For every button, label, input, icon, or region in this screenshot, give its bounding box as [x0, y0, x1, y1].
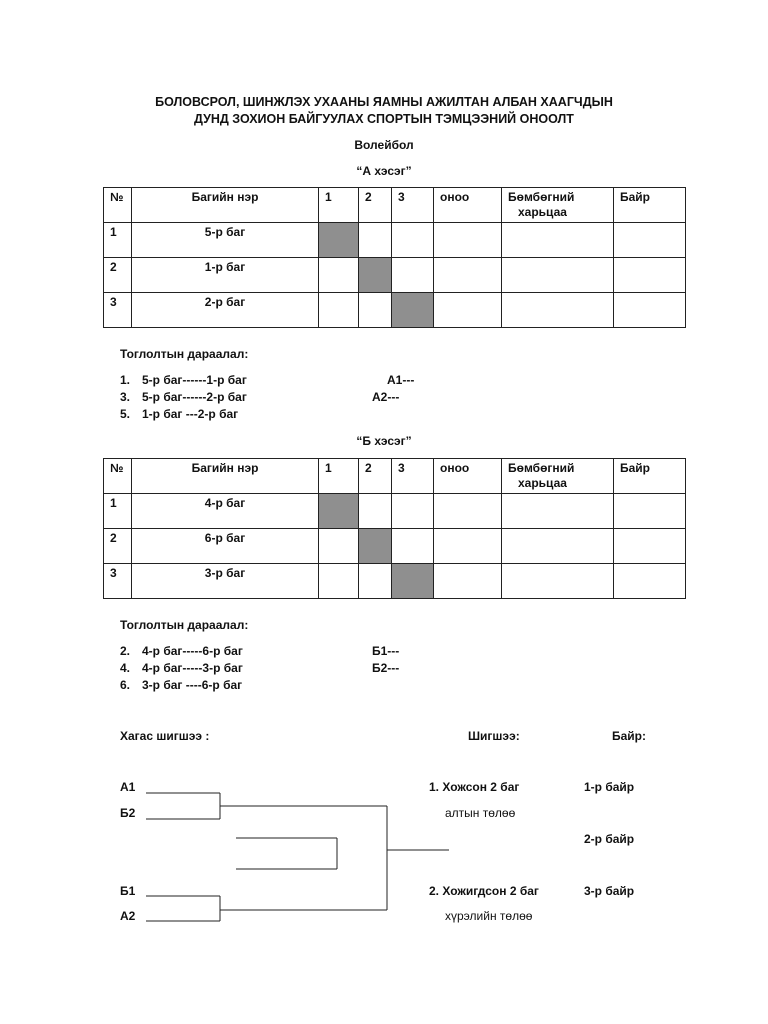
row-no: 1: [104, 223, 132, 258]
col-no-header: №: [104, 459, 132, 494]
match-number: 6.: [120, 678, 131, 692]
match-text: 3-р баг ----6-р баг: [142, 678, 243, 692]
match-number: 3.: [120, 390, 131, 404]
ball-ratio-line2: харьцаа: [518, 476, 567, 490]
place-2: 2-р байр: [584, 832, 635, 846]
row-no: 3: [104, 293, 132, 328]
match-code: Б2---: [372, 661, 400, 675]
final-bronze-subtitle: хүрэлийн төлөө: [445, 909, 533, 923]
ball-ratio-line1: Бөмбөгний: [508, 190, 575, 204]
group-a-title: “А хэсэг”: [356, 164, 412, 178]
col-2-header: 2: [359, 459, 392, 494]
bracket-slot-a2: А2: [120, 909, 136, 923]
place-label: Байр:: [612, 729, 647, 743]
match-code: Б1---: [372, 644, 400, 658]
place-1: 1-р байр: [584, 780, 635, 794]
match-number: 2.: [120, 644, 131, 658]
final-gold-subtitle: алтын төлөө: [445, 806, 516, 820]
group-b-title: “Б хэсэг”: [356, 434, 412, 448]
group-b-schedule-title: Тоглолтын дараалал:: [120, 618, 249, 632]
col-team-header: Багийн нэр: [132, 188, 319, 223]
doc-title-line2: ДУНД ЗОХИОН БАЙГУУЛАХ СПОРТЫН ТЭМЦЭЭНИЙ ОНООЛТ: [194, 112, 574, 126]
col-place-header: Байр: [614, 188, 686, 223]
col-1-header: 1: [319, 188, 359, 223]
match-number: 4.: [120, 661, 131, 675]
row-no: 3: [104, 564, 132, 599]
ball-ratio-line2: харьцаа: [518, 205, 567, 219]
col-3-header: 3: [392, 188, 434, 223]
doc-title-line1: БОЛОВСРОЛ, ШИНЖЛЭХ УХААНЫ ЯАМНЫ АЖИЛТАН АЛБАН ХААГЧДЫН: [155, 95, 613, 109]
bracket-slot-b2: Б2: [120, 806, 136, 820]
row-team: 5-р баг: [132, 223, 319, 258]
final-bronze-match: 2. Хожигдсон 2 баг: [429, 884, 539, 898]
row-team: 1-р баг: [132, 258, 319, 293]
row-team: 6-р баг: [132, 529, 319, 564]
match-text: 5-р баг------1-р баг: [142, 373, 247, 387]
row-no: 2: [104, 529, 132, 564]
final-gold-match: 1. Хожсон 2 баг: [429, 780, 520, 794]
col-points-header: оноо: [434, 459, 502, 494]
match-text: 1-р баг ---2-р баг: [142, 407, 239, 421]
match-text: 4-р баг-----3-р баг: [142, 661, 243, 675]
row-team: 2-р баг: [132, 293, 319, 328]
semifinal-label: Хагас шигшээ :: [120, 729, 210, 743]
col-no-header: №: [104, 188, 132, 223]
bracket-slot-b1: Б1: [120, 884, 136, 898]
place-3: 3-р байр: [584, 884, 635, 898]
match-text: 4-р баг-----6-р баг: [142, 644, 243, 658]
match-number: 1.: [120, 373, 131, 387]
row-no: 1: [104, 494, 132, 529]
match-code: А2---: [372, 390, 400, 404]
col-1-header: 1: [319, 459, 359, 494]
col-points-header: оноо: [434, 188, 502, 223]
final-label: Шигшээ:: [468, 729, 520, 743]
col-2-header: 2: [359, 188, 392, 223]
ball-ratio-line1: Бөмбөгний: [508, 461, 575, 475]
group-a-schedule-title: Тоглолтын дараалал:: [120, 347, 249, 361]
match-text: 5-р баг------2-р баг: [142, 390, 247, 404]
bracket-slot-a1: А1: [120, 780, 136, 794]
match-code: А1---: [387, 373, 415, 387]
col-place-header: Байр: [614, 459, 686, 494]
match-number: 5.: [120, 407, 131, 421]
sport-name: Волейбол: [354, 138, 414, 152]
col-team-header: Багийн нэр: [132, 459, 319, 494]
row-team: 4-р баг: [132, 494, 319, 529]
row-no: 2: [104, 258, 132, 293]
col-3-header: 3: [392, 459, 434, 494]
row-team: 3-р баг: [132, 564, 319, 599]
